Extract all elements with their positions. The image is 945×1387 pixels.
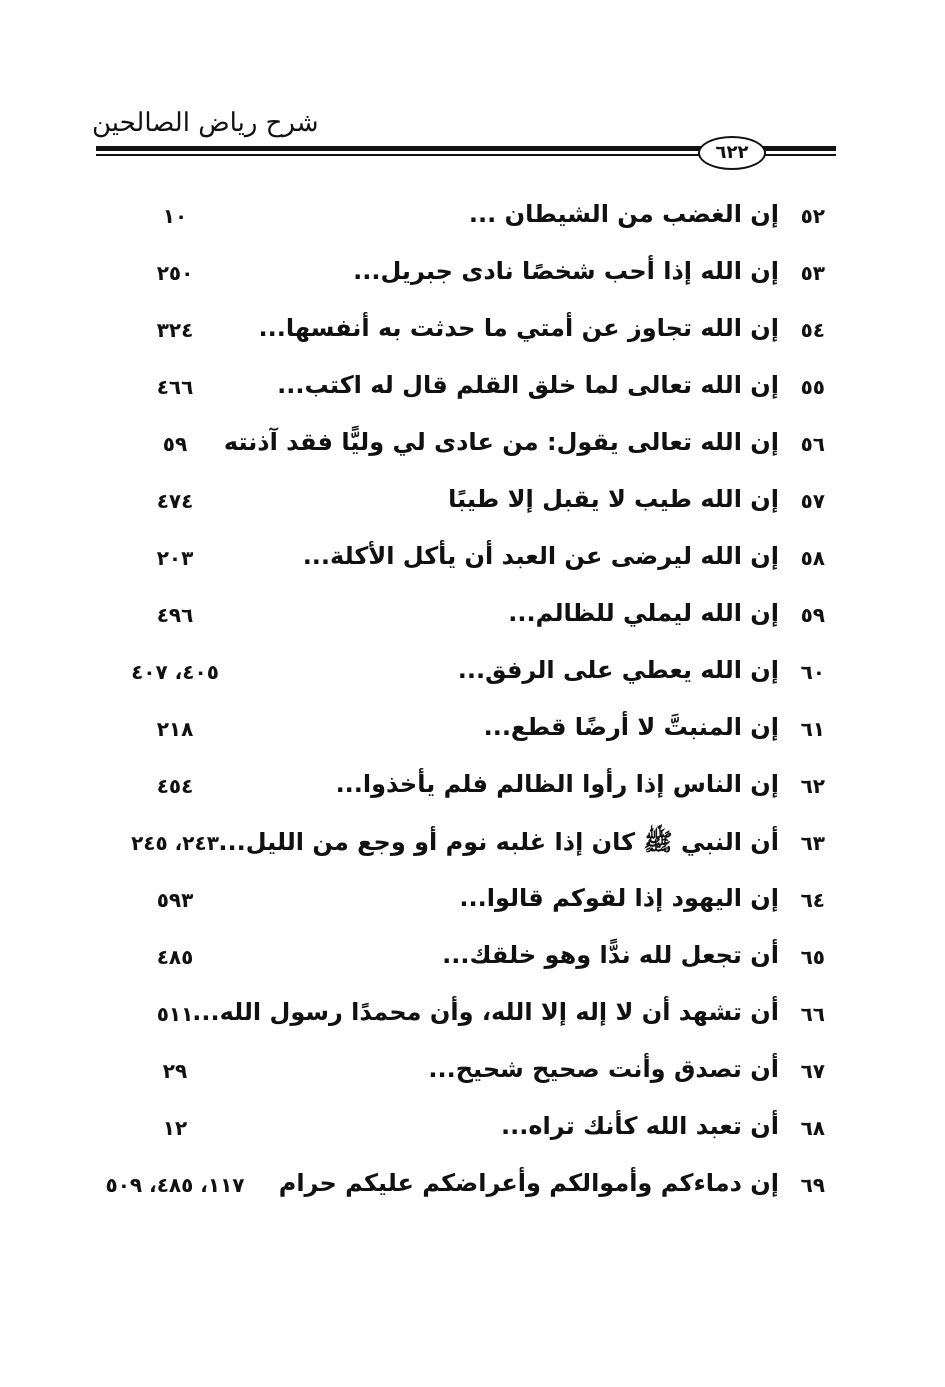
entry-text: إن الله إذا أحب شخصًا نادى جبريل... xyxy=(353,257,779,285)
entry-text: إن الله تجاوز عن أمتي ما حدثت به أنفسها... xyxy=(258,314,779,342)
entry-pages: ١٠ xyxy=(162,204,188,228)
entry-text: إن المنبتَّ لا أرضًا قطع... xyxy=(483,713,779,741)
index-row xyxy=(0,1102,945,1159)
entry-text: إن الله تعالى لما خلق القلم قال له اكتب... xyxy=(277,371,779,399)
entry-text: إن الله طيب لا يقبل إلا طيبًا xyxy=(448,485,779,513)
entry-number: ٥٣ xyxy=(800,261,825,285)
entry-pages: ٢٥٠ xyxy=(156,261,194,285)
index-row xyxy=(0,361,945,418)
index-row xyxy=(0,475,945,532)
entry-number: ٦٠ xyxy=(800,660,825,684)
entry-text: أن تصدق وأنت صحيح شحيح... xyxy=(428,1055,779,1083)
entry-number: ٦٧ xyxy=(800,1059,825,1083)
entry-number: ٦١ xyxy=(800,717,825,741)
entry-number: ٦٤ xyxy=(800,888,825,912)
entry-number: ٦٥ xyxy=(800,945,825,969)
entry-number: ٥٩ xyxy=(800,603,825,627)
entry-text: إن الله تعالى يقول: من عادى لي وليًّا فقد آذنته xyxy=(223,428,779,456)
entry-number: ٦٨ xyxy=(800,1116,825,1140)
entry-number: ٥٨ xyxy=(800,546,825,570)
index-row xyxy=(0,760,945,817)
index-row xyxy=(0,646,945,703)
index-row xyxy=(0,988,945,1045)
entry-pages: ٥٩ xyxy=(162,432,188,456)
entry-number: ٦٦ xyxy=(800,1002,825,1026)
entry-text: إن دماءكم وأموالكم وأعراضكم عليكم حرام xyxy=(278,1169,779,1197)
entry-text: أن تعبد الله كأنك تراه... xyxy=(501,1112,779,1140)
entry-pages: ٢١٨ xyxy=(156,717,194,741)
index-row xyxy=(0,703,945,760)
index-row xyxy=(0,304,945,361)
entry-text: إن الغضب من الشيطان ... xyxy=(468,200,779,228)
entry-pages: ٤٠٥، ٤٠٧ xyxy=(131,660,219,684)
entry-pages: ٥١١ xyxy=(156,1002,194,1026)
entry-pages: ٢٩ xyxy=(162,1059,188,1083)
entry-text: إن اليهود إذا لقوكم قالوا... xyxy=(459,884,779,912)
index-row xyxy=(0,817,945,874)
entry-number: ٥٤ xyxy=(800,318,825,342)
entry-pages: ٣٢٤ xyxy=(156,318,194,342)
index-row xyxy=(0,1159,945,1216)
index-row xyxy=(0,874,945,931)
entry-number: ٥٢ xyxy=(800,204,825,228)
entry-number: ٥٥ xyxy=(800,375,825,399)
entry-text: إن الله ليرضى عن العبد أن يأكل الأكلة... xyxy=(302,542,779,570)
entry-text: أن تشهد أن لا إله إلا الله، وأن محمدًا رسول الله... xyxy=(192,998,779,1026)
index-row xyxy=(0,532,945,589)
index-row xyxy=(0,247,945,304)
entry-number: ٦٩ xyxy=(800,1173,825,1197)
index-row xyxy=(0,931,945,988)
entry-pages: ١١٧، ٤٨٥، ٥٠٩ xyxy=(105,1173,245,1197)
index-row xyxy=(0,1045,945,1102)
book-title: شرح رياض الصالحين xyxy=(92,108,319,138)
entry-pages: ٤٨٥ xyxy=(156,945,194,969)
entry-number: ٦٢ xyxy=(800,774,825,798)
entry-pages: ٤٦٦ xyxy=(156,375,194,399)
entry-pages: ٤٧٤ xyxy=(156,489,194,513)
entry-pages: ٤٩٦ xyxy=(156,603,194,627)
entry-pages: ٢٤٣، ٢٤٥ xyxy=(131,831,219,855)
page-number: ٦٢٢ xyxy=(698,136,766,170)
entry-text: إن الله يعطي على الرفق... xyxy=(457,656,779,684)
entry-text: إن الناس إذا رأوا الظالم فلم يأخذوا... xyxy=(335,770,779,798)
entry-pages: ٤٥٤ xyxy=(156,774,194,798)
entry-text: أن النبي ﷺ كان إذا غلبه نوم أو وجع من الليل... xyxy=(218,828,779,856)
entry-pages: ٢٠٣ xyxy=(156,546,194,570)
index-row xyxy=(0,418,945,475)
entry-text: إن الله ليملي للظالم... xyxy=(508,599,779,627)
entry-number: ٥٧ xyxy=(800,489,825,513)
index-row xyxy=(0,190,945,247)
index-row xyxy=(0,589,945,646)
entry-number: ٦٣ xyxy=(800,831,825,855)
entry-text: أن تجعل لله ندًّا وهو خلقك... xyxy=(442,941,779,969)
entry-pages: ١٢ xyxy=(162,1116,188,1140)
entry-number: ٥٦ xyxy=(800,432,825,456)
entry-pages: ٥٩٣ xyxy=(156,888,194,912)
